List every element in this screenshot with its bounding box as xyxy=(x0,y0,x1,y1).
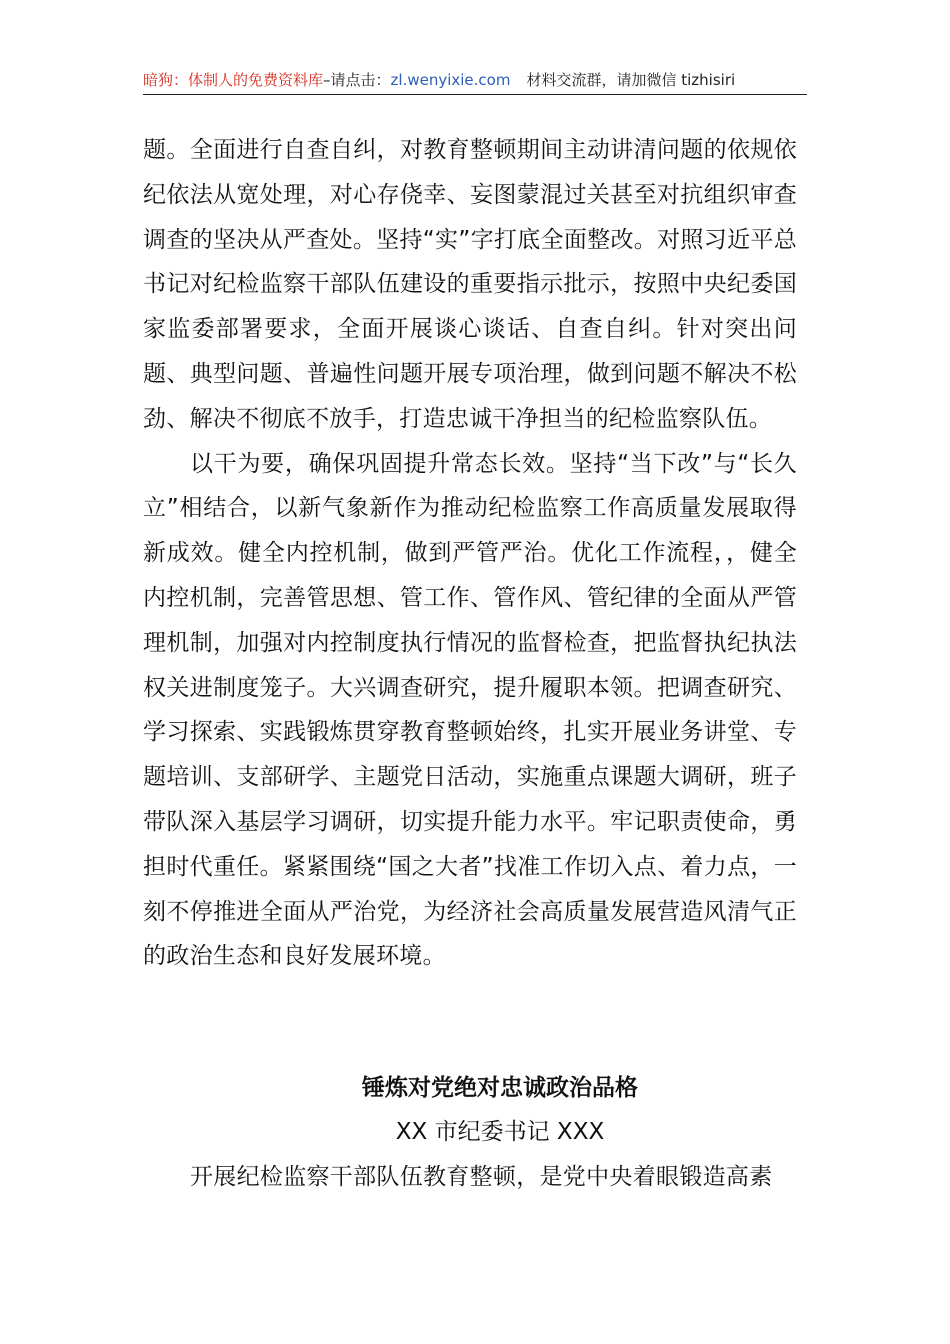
paragraph-opening: 开展纪检监察干部队伍教育整顿，是党中央着眼锻造高素 xyxy=(190,1164,773,1190)
click-prompt: –请点击： xyxy=(323,71,391,89)
group-note: 材料交流群，请加微信 tizhisiri xyxy=(526,71,736,89)
paragraph-continuation: 题。全面进行自查自纠，对教育整顿期间主动讲清问题的依规依纪依法从宽处理，对心存侥幸、妄图蒙混过关甚至对抗组织审查调查的坚决从严查处。坚持“实”字打底全面整改。对照习近平总书记对纪检监察干部队伍建设的重要指示批示，按照中央纪委国家监委部署要求，全面开展谈心谈话、自查自纠。针对突出问题、典型问题、普遍性问题开展专项治理，做到问题不解决不松劲、解决不彻底不放手，打造忠诚干净担当的纪检监察队伍。 xyxy=(143,137,797,432)
section-body xyxy=(143,1155,797,1200)
section-author: XX 市纪委书记 XXX xyxy=(395,1119,605,1145)
site-name: 暗狗：体制人的免费资料库 xyxy=(143,71,324,89)
site-url-link[interactable]: zl.wenyixie.com xyxy=(390,71,511,89)
section-title: 锤炼对党绝对忠诚政治品格 xyxy=(362,1075,638,1101)
page-header xyxy=(143,68,807,95)
document-body xyxy=(143,128,797,979)
paragraph-consolidation: 以干为要，确保巩固提升常态长效。坚持“当下改”与“长久立”相结合，以新气象新作为推动纪检监察工作高质量发展取得新成效。健全内控机制，做到严管严治。优化工作流程，，健全内控机制，完善管思想、管工作、管作风、管纪律的全面从严管理机制，加强对内控制度执行情况的监督检查，把监督执纪执法权关进制度笼子。大兴调查研究，提升履职本领。把调查研究、学习探索、实践锻炼贯穿教育整顿始终，扎实开展业务讲堂、专题培训、支部研学、主题党日活动，实施重点课题大调研，班子带队深入基层学习调研，切实提升能力水平。牢记职责使命，勇担时代重任。紧紧围绕“国之大者”找准工作切入点、着力点，一刻不停推进全面从严治党，为经济社会高质量发展营造风清气正的政治生态和良好发展环境。 xyxy=(143,450,797,970)
